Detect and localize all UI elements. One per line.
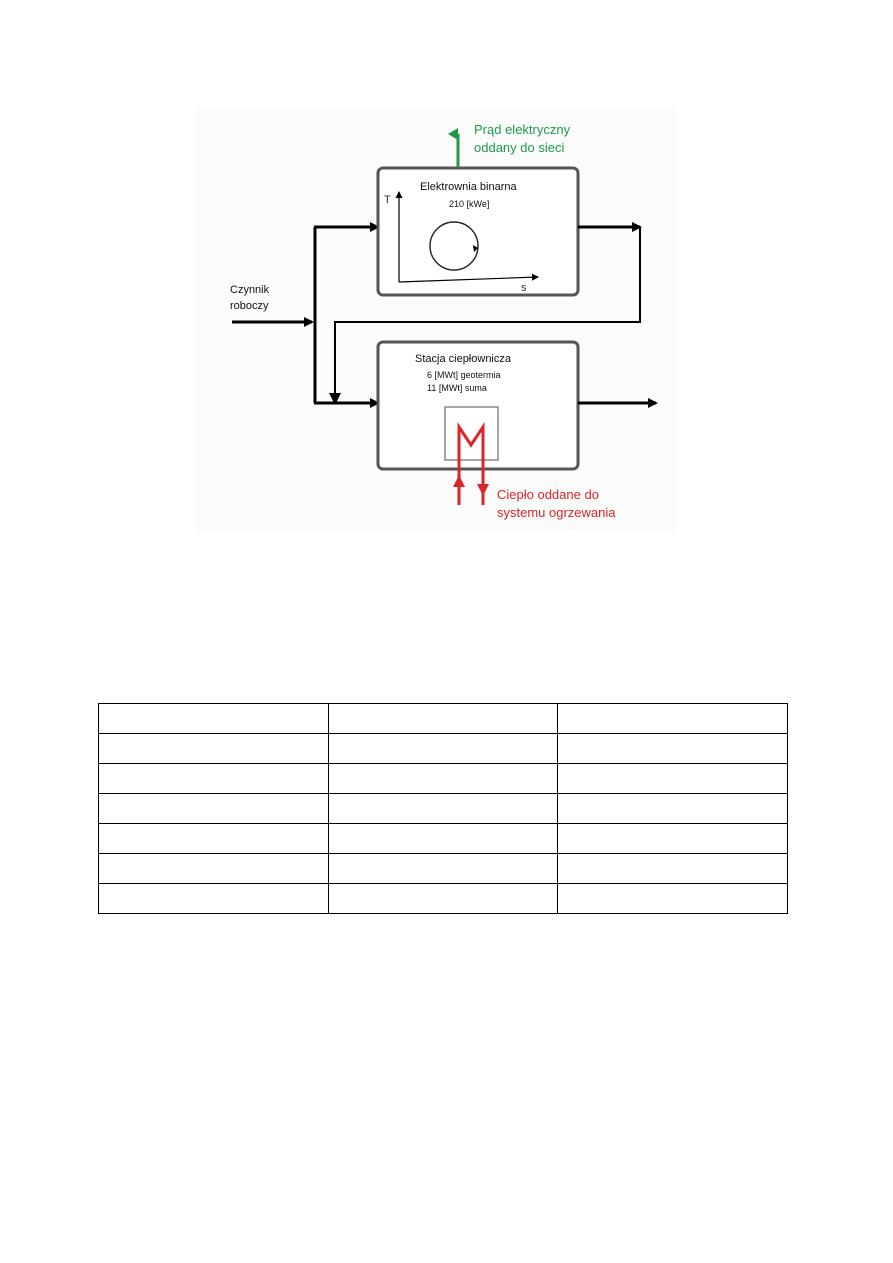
axis-t-label: T [384, 194, 391, 206]
table-cell [328, 884, 558, 914]
electric-output-label-line1: Prąd elektryczny [474, 122, 571, 137]
heating-station-line1: 6 [MWt] geotermia [427, 370, 501, 380]
table-cell [328, 824, 558, 854]
power-plant-value: 210 [kWe] [449, 199, 490, 209]
table-row [99, 764, 788, 794]
table-cell [558, 704, 788, 734]
table-row [99, 854, 788, 884]
table-cell [328, 704, 558, 734]
table-cell [558, 884, 788, 914]
table-cell [558, 824, 788, 854]
empty-table [98, 703, 788, 914]
power-plant-title: Elektrownia binarna [420, 181, 517, 193]
table-row [99, 704, 788, 734]
table-cell [99, 824, 329, 854]
electric-output-label-line2: oddany do sieci [474, 140, 565, 155]
empty-table-body [99, 704, 788, 914]
table-cell [328, 854, 558, 884]
axis-s-label: s [521, 282, 527, 294]
input-label-line1: Czynnik [230, 284, 270, 296]
table-cell [99, 884, 329, 914]
table-cell [558, 854, 788, 884]
table-row [99, 824, 788, 854]
heating-station-title: Stacja ciepłownicza [415, 353, 511, 365]
table-cell [99, 734, 329, 764]
table-cell [558, 794, 788, 824]
heat-output-label-line1: Ciepło oddane do [497, 487, 599, 502]
table-cell [558, 734, 788, 764]
input-label-line2: roboczy [230, 300, 269, 312]
table-cell [328, 764, 558, 794]
table-cell [328, 734, 558, 764]
table-cell [99, 854, 329, 884]
table-row [99, 734, 788, 764]
table-cell [99, 794, 329, 824]
geothermal-flow-diagram [0, 0, 893, 560]
table-cell [99, 704, 329, 734]
heat-output-label-line2: systemu ogrzewania [497, 505, 616, 520]
table-cell [99, 764, 329, 794]
table-cell [328, 794, 558, 824]
table-row [99, 884, 788, 914]
table-row [99, 794, 788, 824]
heat-exchanger-box [445, 407, 498, 460]
heating-station-line2: 11 [MWt] suma [427, 383, 487, 393]
table-cell [558, 764, 788, 794]
